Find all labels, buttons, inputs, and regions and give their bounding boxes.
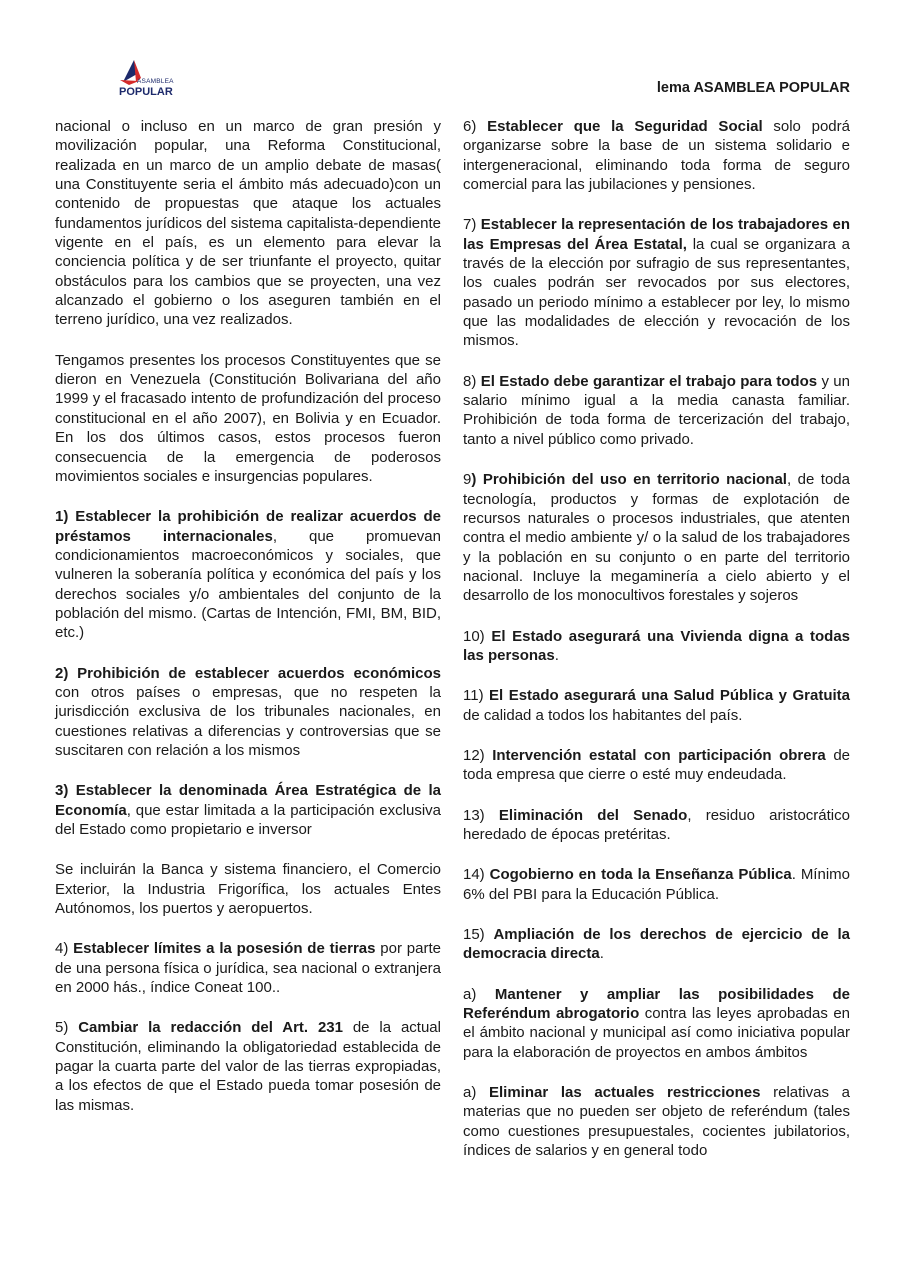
bold-text-segment: 1) Establecer la prohibición de realizar acuerdos de préstamos internacionales [55, 508, 441, 545]
bold-text-segment: Eliminar las actuales restricciones [489, 1084, 761, 1102]
bold-text-segment: El Estado asegurará una Vivienda digna a todas las personas [463, 627, 850, 664]
bold-text-segment: Ampliación de los derechos de ejercicio de la democracia directa [463, 926, 851, 963]
text-segment: con otros países o empresas, que no respeten la jurisdicción exclusiva de los tribunales nacionales, en cuestiones relativas a diferencias y controversias que se suscitaren con relación a los mismos [55, 683, 441, 759]
paragraph [463, 806, 850, 845]
text-segment: 10) [463, 627, 492, 645]
text-segment: , que promuevan condicionamientos macroeconómicos y sociales, que vulneren la soberanía política y económica del país y los derechos sociales y/o ambientales del conjunto de la población del mismo. (Cartas de Intención, FMI, BM, BID, etc.) [55, 527, 441, 642]
paragraph [55, 351, 441, 486]
asamblea-popular-logo [117, 56, 177, 98]
bold-text-segment: Establecer la representación de los trabajadores en las Empresas del Área Estatal, [463, 216, 851, 253]
text-segment: Tengamos presentes los procesos Constituyentes que se dieron en Venezuela (Constitución Bolivariana del año 1999 y el fracasado intento de profundización del proceso constitucional en el año 2007), en Bolivia y en Ecuador. En los dos últimos casos, estos procesos fueron consecuencia de la emergencia de poderosos movimientos sociales e insurgencias populares. [55, 351, 441, 485]
paragraph [463, 470, 850, 605]
paragraph [55, 664, 441, 761]
paragraph [55, 781, 441, 839]
text-segment: a) [463, 985, 495, 1003]
paragraph [463, 1083, 850, 1160]
bold-text-segment: Establecer límites a la posesión de tierras [73, 940, 376, 958]
bold-text-segment: Cambiar la redacción del Art. 231 [78, 1019, 343, 1037]
text-segment: por parte de una persona física o jurídica, sea nacional o extranjera en 2000 hás., índice Coneat 100.. [55, 940, 441, 997]
bold-text-segment: Cogobierno en toda la Enseñanza Pública [489, 866, 792, 884]
text-segment: . Mínimo 6% del PBI para la Educación Pública. [463, 866, 850, 903]
paragraph [55, 117, 441, 330]
text-segment: 9 [463, 471, 472, 489]
paragraph [463, 117, 850, 194]
text-segment: , que estar limitada a la participación exclusiva del Estado como propietario e inversor [55, 801, 441, 838]
text-segment: 14) [463, 866, 490, 884]
paragraph [55, 939, 441, 997]
logo-main-text: POPULAR [119, 86, 173, 98]
text-segment: 12) [463, 746, 493, 764]
text-segment: y un salario mínimo igual a la media canasta familiar. Prohibición de toda forma de tercerización del trabajo, tanto a nivel público como privado. [463, 372, 850, 448]
text-segment: . [599, 945, 604, 963]
text-segment: a) [463, 1084, 489, 1102]
paragraph [463, 985, 850, 1062]
text-segment: contra las leyes aprobadas en el ámbito nacional y municipal así como iniciativa popular para la elaboración de proyectos en ambos ámbitos [463, 1005, 851, 1061]
page-header-title: lema ASAMBLEA POPULAR [656, 80, 850, 96]
text-segment: Se incluirán la Banca y sistema financiero, el Comercio Exterior, la Industria Frigorífica, los actuales Entes Autónomos, los puertos y aeropuertos. [55, 861, 441, 918]
bold-text-segment: 2) Prohibición de establecer acuerdos económicos [55, 664, 441, 682]
text-segment: la cual se organizara a través de la elección por sufragio de sus representantes, los cuales podrán ser revocados por sus electores, pasado un periodo mínimo a establecer por ley, lo mismo que las modalidades de elección y revocación de los mismos. [463, 235, 850, 350]
bold-text-segment: Mantener y ampliar las posibilidades de Referéndum abrogatorio [463, 985, 850, 1023]
paragraph [463, 865, 850, 904]
text-segment: 11) [463, 687, 490, 705]
bold-text-segment: ) Prohibición del uso en territorio nacional [471, 471, 787, 489]
text-segment: 4) [55, 940, 74, 958]
text-segment: , residuo aristocrático heredado de épocas pretéritas. [463, 806, 850, 843]
paragraph [463, 372, 850, 449]
paragraph [55, 507, 441, 642]
text-segment: relativas a materias que no pueden ser objeto de referéndum (tales como cuestiones presupuestales, cocientes jubilatorios, índices de salarios y en general todo [463, 1084, 850, 1160]
text-segment: de toda empresa que cierre o esté muy endeudada. [463, 746, 850, 784]
text-segment: 15) [463, 926, 494, 943]
text-segment: 13) [463, 806, 499, 824]
paragraph [55, 860, 441, 918]
text-segment: de la actual Constitución, eliminando la obligatoriedad establecida de pagar la cuarta parte del valor de las tierras expropiadas, a los efectos de que el Estado pueda tomar posesión de las mismas. [55, 1019, 441, 1114]
bold-text-segment: El Estado debe garantizar el trabajo para todos [480, 372, 818, 390]
text-segment: nacional o incluso en un marco de gran presión y movilización popular, una Reforma Constitucional, realizada en un marco de un amplio debate de masas( una Constituyente seria el ámbito más adecuado)con un contenido de propuestas que ataque los actuales fundamentos jurídicos del sistema capitalista-dependiente vigente en el país, es un elemento para elevar la conciencia política y de ser triunfante el proyecto, quitar obstáculos para los cambios que se proyecten, una vez alcanzado el gobierno o los aseguren también en el terreno jurídico, una vez realizados. [55, 118, 441, 329]
left-column [55, 117, 441, 1136]
paragraph [463, 925, 850, 964]
text-segment: 7) [463, 216, 481, 234]
text-segment: , de toda tecnología, productos y formas de explotación de recursos naturales o procesos industriales, que atenten contra el medio ambiente y/ o la salud de los trabajadores y la población en su conjunto o en parte del territorio nacional. Incluye la megaminería a cielo abierto y el desarrollo de los monocultivos forestales y sojeros [463, 471, 850, 605]
text-segment: 6) [463, 118, 488, 135]
paragraph [463, 746, 850, 785]
text-segment: solo podrá organizarse sobre la base de un sistema solidario e intergeneracional, eliminando toda forma de seguro comercial para las jubilaciones y pensiones. [463, 118, 850, 194]
text-segment: . [554, 646, 559, 664]
bold-text-segment: El Estado asegurará una Salud Pública y Gratuita [489, 687, 850, 705]
text-segment: 5) [55, 1019, 79, 1037]
paragraph [55, 1018, 441, 1115]
paragraph [463, 686, 850, 725]
paragraph [463, 215, 850, 350]
bold-text-segment: Establecer que la Seguridad Social [487, 118, 763, 135]
right-column [463, 117, 850, 1181]
text-segment: 8) [463, 372, 481, 390]
bold-text-segment: Eliminación del Senado [498, 806, 688, 824]
paragraph [463, 627, 850, 666]
bold-text-segment: Intervención estatal con participación obrera [492, 746, 826, 764]
text-segment: de calidad a todos los habitantes del país. [463, 706, 743, 724]
bold-text-segment: 3) Establecer la denominada Área Estratégica de la Economía [55, 782, 441, 819]
logo-top-text: ASAMBLEA [137, 78, 174, 85]
